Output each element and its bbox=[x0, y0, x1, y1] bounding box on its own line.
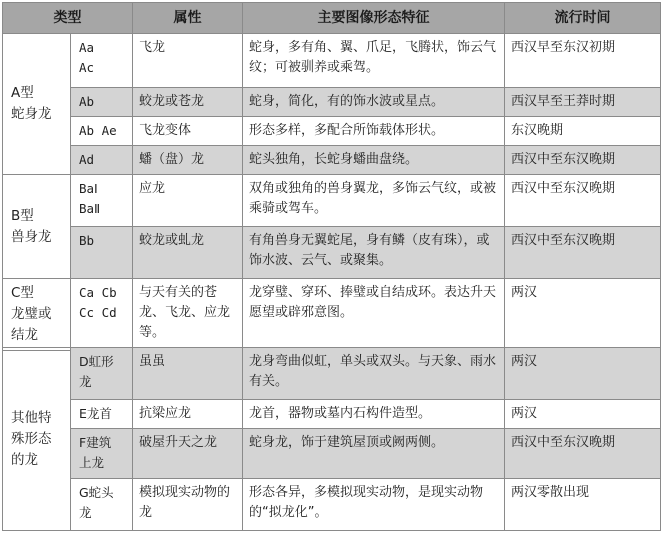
attribute-cell: 虽虽 bbox=[133, 348, 243, 400]
period-cell: 两汉 bbox=[505, 348, 661, 400]
period-cell: 西汉早至东汉初期 bbox=[505, 34, 661, 88]
type-code: Ad bbox=[71, 146, 133, 175]
attribute-cell: 蟠（盘）龙 bbox=[133, 146, 243, 175]
table-header-row bbox=[3, 3, 661, 34]
features-cell: 形态多样，多配合所饰载体形状。 bbox=[243, 117, 505, 146]
type-code: Ab Ae bbox=[71, 117, 133, 146]
type-code: E龙首 bbox=[71, 400, 133, 429]
type-code: D虹形 龙 bbox=[71, 348, 133, 400]
attribute-cell: 飞龙 bbox=[133, 34, 243, 88]
features-cell: 形态各异，多模拟现实动物，是现实动物的“拟龙化”。 bbox=[243, 479, 505, 531]
features-cell: 蛇头独角，长蛇身蟠曲盘绕。 bbox=[243, 146, 505, 175]
table-row bbox=[3, 146, 661, 175]
features-cell: 龙穿璧、穿环、捧璧或自结成环。表达升天愿望或辟邪意图。 bbox=[243, 279, 505, 351]
table-row bbox=[3, 117, 661, 146]
category-cell: B型 兽身龙 bbox=[3, 175, 71, 279]
special-dragon-table bbox=[2, 347, 661, 531]
period-cell: 两汉 bbox=[505, 400, 661, 429]
table-row bbox=[3, 400, 661, 429]
type-code: BaⅠ BaⅡ bbox=[71, 175, 133, 227]
period-cell: 两汉零散出现 bbox=[505, 479, 661, 531]
table-row bbox=[3, 34, 661, 88]
type-code: Aa Ac bbox=[71, 34, 133, 88]
attribute-cell: 飞龙变体 bbox=[133, 117, 243, 146]
period-cell: 西汉中至东汉晚期 bbox=[505, 146, 661, 175]
attribute-cell: 模拟现实动物的龙 bbox=[133, 479, 243, 531]
category-cell: C型 龙璧或 结龙 bbox=[3, 279, 71, 351]
period-cell: 西汉早至王莽时期 bbox=[505, 88, 661, 117]
table-row bbox=[3, 429, 661, 479]
features-cell: 蛇身，简化，有的饰水波或星点。 bbox=[243, 88, 505, 117]
features-cell: 有角兽身无翼蛇尾，身有鳞（皮有珠），或饰水波、云气、或聚集。 bbox=[243, 227, 505, 279]
attribute-cell: 破屋升天之龙 bbox=[133, 429, 243, 479]
header-type: 类型 bbox=[3, 3, 133, 34]
attribute-cell: 应龙 bbox=[133, 175, 243, 227]
features-cell: 龙首，器物或墓内石构件造型。 bbox=[243, 400, 505, 429]
table-row bbox=[3, 479, 661, 531]
attribute-cell: 与天有关的苍龙、飞龙、应龙等。 bbox=[133, 279, 243, 351]
features-cell: 双角或独角的兽身翼龙，多饰云气纹，或被乘骑或驾车。 bbox=[243, 175, 505, 227]
category-cell: A型 蛇身龙 bbox=[3, 34, 71, 175]
category-cell: 其他特 殊形态 的龙 bbox=[3, 348, 71, 531]
table-row bbox=[3, 227, 661, 279]
table-row bbox=[3, 175, 661, 227]
type-code: Ca Cb Cc Cd bbox=[71, 279, 133, 351]
type-code: F建筑 上龙 bbox=[71, 429, 133, 479]
table-row bbox=[3, 348, 661, 400]
period-cell: 西汉中至东汉晚期 bbox=[505, 429, 661, 479]
header-attribute: 属性 bbox=[133, 3, 243, 34]
period-cell: 东汉晚期 bbox=[505, 117, 661, 146]
dragon-type-table bbox=[2, 2, 661, 351]
period-cell: 西汉中至东汉晚期 bbox=[505, 227, 661, 279]
type-code: Ab bbox=[71, 88, 133, 117]
period-cell: 西汉中至东汉晚期 bbox=[505, 175, 661, 227]
features-cell: 蛇身龙，饰于建筑屋顶或阙两侧。 bbox=[243, 429, 505, 479]
table-row bbox=[3, 279, 661, 351]
header-features: 主要图像形态特征 bbox=[243, 3, 505, 34]
table-row bbox=[3, 88, 661, 117]
period-cell: 两汉 bbox=[505, 279, 661, 351]
attribute-cell: 抗梁应龙 bbox=[133, 400, 243, 429]
features-cell: 龙身弯曲似虹，单头或双头。与天象、雨水有关。 bbox=[243, 348, 505, 400]
type-code: G蛇头 龙 bbox=[71, 479, 133, 531]
attribute-cell: 蛟龙或虬龙 bbox=[133, 227, 243, 279]
attribute-cell: 蛟龙或苍龙 bbox=[133, 88, 243, 117]
header-period: 流行时间 bbox=[505, 3, 661, 34]
features-cell: 蛇身，多有角、翼、爪足，飞腾状，饰云气纹；可被驯养或乘驾。 bbox=[243, 34, 505, 88]
type-code: Bb bbox=[71, 227, 133, 279]
